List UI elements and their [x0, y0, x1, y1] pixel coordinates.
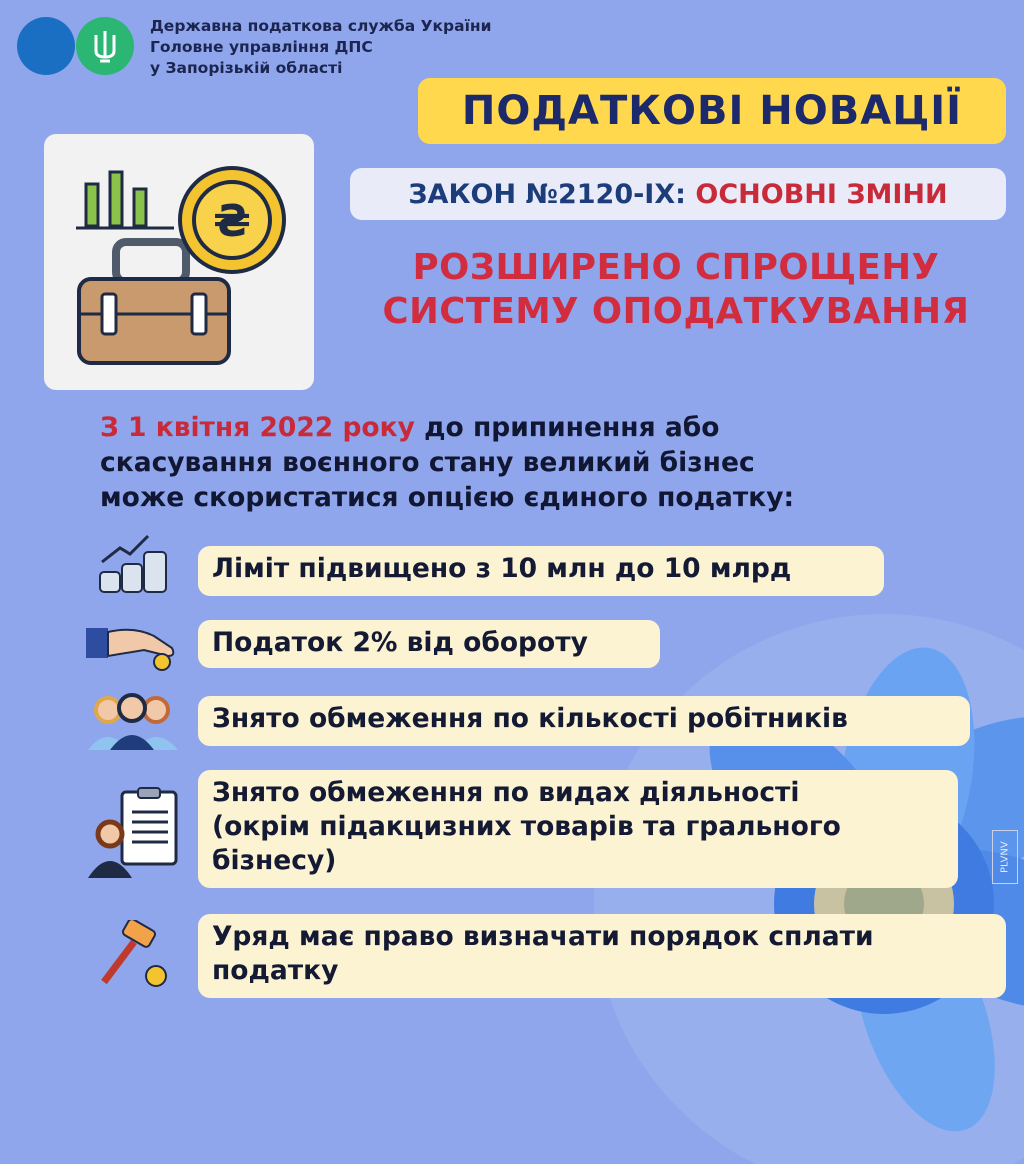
intro-date: З 1 квітня 2022 року: [100, 412, 415, 443]
org-line-2: Головне управління ДПС: [150, 38, 373, 56]
bullet-activities-line-3: бізнесу): [212, 845, 337, 876]
worker-clipboard-icon: [86, 786, 182, 878]
main-headline: [336, 246, 1016, 334]
page-title: ПОДАТКОВІ НОВАЦІЇ: [418, 78, 1006, 144]
headline-line-1: РОЗШИРЕНО СПРОЩЕНУ: [412, 247, 940, 288]
bullet-government: [198, 914, 1006, 998]
law-subtitle: ОСНОВНІ ЗМІНИ: [695, 178, 948, 210]
intro-line-3: може скористатися опцією єдиного податку:: [100, 482, 795, 513]
org-line-1: Державна податкова служба України: [150, 17, 492, 35]
intro-line-1: до припинення або: [414, 412, 720, 443]
briefcase-coin-icon: [44, 134, 314, 390]
headline-line-2: СИСТЕМУ ОПОДАТКУВАННЯ: [382, 291, 970, 332]
law-banner: [350, 168, 1006, 220]
bullet-government-line-1: Уряд має право визначати порядок сплати: [212, 921, 874, 952]
bullet-activities: [198, 770, 958, 888]
coins-growth-icon: [96, 532, 172, 596]
bullet-government-line-2: податку: [212, 955, 339, 986]
bullet-activities-line-1: Знято обмеження по видах діяльності: [212, 777, 800, 808]
gavel-icon: [94, 920, 180, 992]
trident-emblem-icon: [76, 17, 134, 75]
workers-icon: [86, 690, 182, 750]
intro-paragraph: [100, 410, 960, 515]
watermark: PLVNV: [992, 830, 1018, 884]
hand-coin-icon: [84, 618, 180, 672]
bullet-tax-rate: Податок 2% від обороту: [198, 620, 660, 668]
bullet-workers: Знято обмеження по кількості робітників: [198, 696, 970, 746]
svg-text:₴: ₴: [213, 196, 251, 247]
bullet-activities-line-2: (окрім підакцизних товарів та грального: [212, 811, 841, 842]
tax-service-logo: [17, 17, 75, 75]
org-line-3: у Запорізькій області: [150, 59, 343, 77]
law-number: ЗАКОН №2120-IX:: [408, 178, 686, 210]
illustration-card: [44, 134, 314, 390]
intro-line-2: скасування воєнного стану великий бізнес: [100, 447, 755, 478]
organization-name: [150, 16, 491, 79]
bullet-limit: Ліміт підвищено з 10 млн до 10 млрд: [198, 546, 884, 596]
